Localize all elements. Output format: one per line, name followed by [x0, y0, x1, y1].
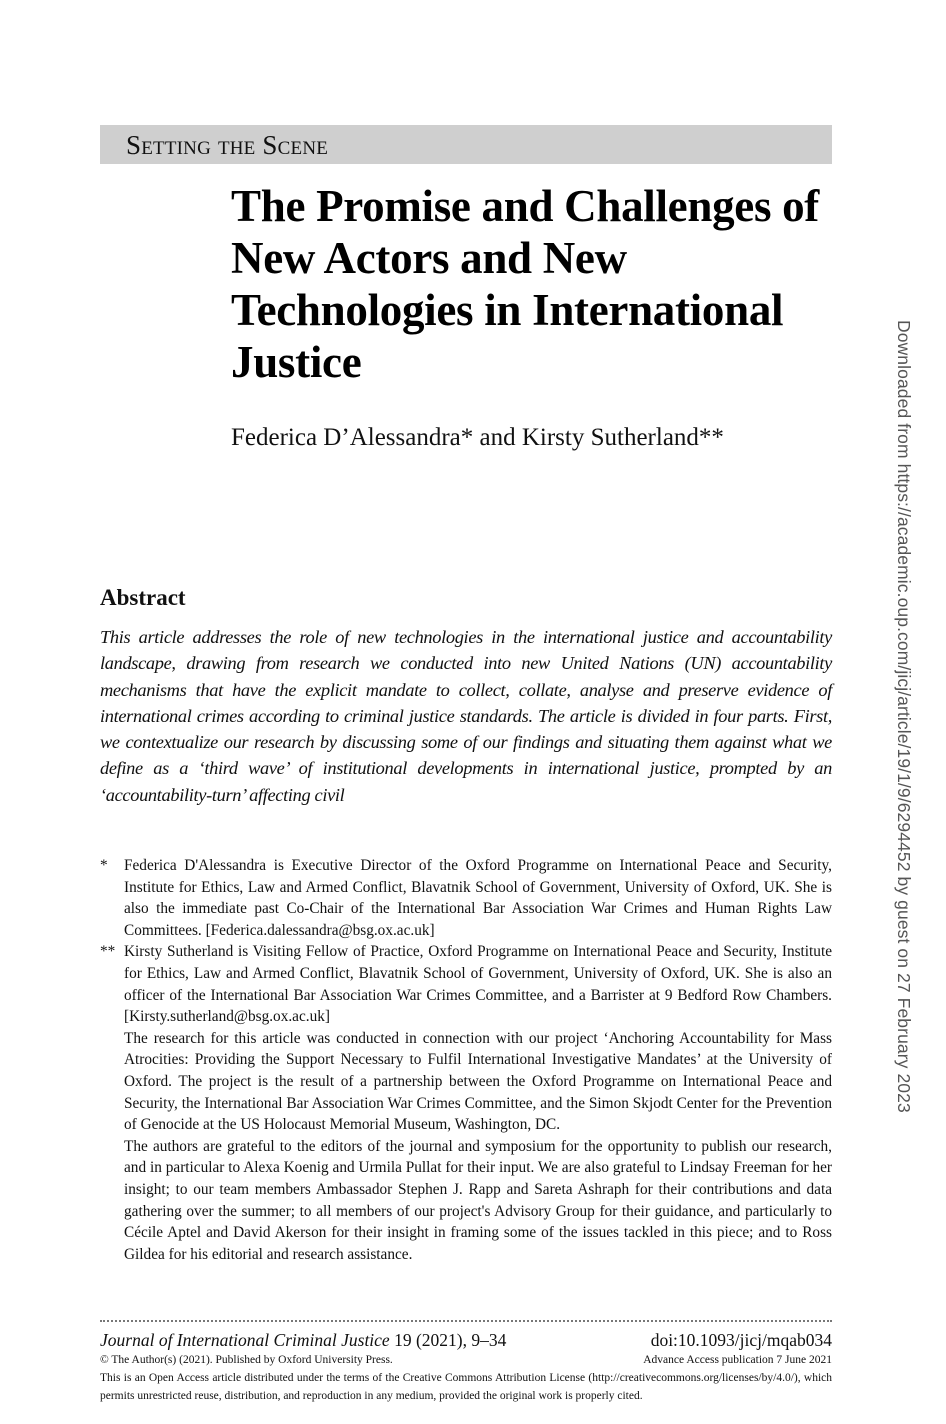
- article-authors: Federica D’Alessandra* and Kirsty Sutherland**: [231, 424, 724, 451]
- section-band: [100, 125, 832, 164]
- journal-citation-line: [100, 1329, 832, 1351]
- journal-volume-pages: 19 (2021), 9–34: [389, 1330, 507, 1350]
- footnote-mark: *: [100, 857, 108, 874]
- footer-divider: [100, 1320, 832, 1322]
- publication-meta: [100, 1353, 832, 1368]
- footnote-author-1: [100, 855, 832, 941]
- section-label: Setting the Scene: [126, 130, 329, 160]
- journal-citation: [100, 1329, 506, 1351]
- acknowledgements-note: The authors are grateful to the editors of the journal and symposium for the opportunity to publish our research, and in particular to Alexa Koenig and Urmila Pullat for their input. We are also grateful to Lindsay Freeman for her insight; to our team members Ambassador Stephen J. Rapp and Sareta Ashraph for their contributions and data gathering over the summer; to all members of our project's Advisory Group for their guidance, and particularly to Cécile Aptel and David Akerson for their insight in framing some of the issues tackled in this piece; and to Ross Gildea for his editorial and research assistance.: [124, 1137, 832, 1263]
- footnote-text: Kirsty Sutherland is Visiting Fellow of Practice, Oxford Programme on International Peace and Security, Institute for Ethics, Law and Armed Conflict, Blavatnik School of Government, University of Oxford, UK. She is also an officer of the International Bar Association War Crimes Committee, and a Barrister at 9 Bedford Row Chambers. [Kirsty.sutherland@bsg.ox.ac.uk]: [124, 943, 832, 1026]
- journal-name: Journal of International Criminal Justice: [100, 1330, 390, 1350]
- article-title: The Promise and Challenges of New Actors and New Technologies in International Justice: [231, 181, 819, 387]
- doi: doi:10.1093/jicj/mqab034: [650, 1330, 832, 1350]
- footnote-text: Federica D'Alessandra is Executive Director of the Oxford Programme on International Peace and Security, Institute for Ethics, Law and Armed Conflict, Blavatnik School of Government, University of Oxford, UK. She is also the immediate past Co-Chair of the International Bar Association War Crimes and Human Rights Law Committees. [Federica.dalessandra@bsg.ox.ac.uk]: [124, 857, 832, 939]
- advance-access: Advance Access publication 7 June 2021: [643, 1354, 832, 1366]
- copyright: © The Author(s) (2021). Published by Oxford University Press.: [100, 1354, 393, 1366]
- download-watermark: Downloaded from https://academic.oup.com/jicj/article/19/1/9/6294452 by guest on 27 February 2023: [894, 320, 914, 1113]
- footnotes: [100, 855, 832, 1265]
- footnote-mark: **: [100, 943, 116, 961]
- license-statement: This is an Open Access article distributed under the terms of the Creative Commons Attribution License (http://creativecommons.org/licenses/by/4.0/), which permits unrestricted reuse, distribution, and reproduction in any medium, provided the original work is properly cited.: [100, 1372, 832, 1402]
- abstract-heading: Abstract: [100, 585, 186, 610]
- footnote-author-2: [100, 941, 832, 1027]
- abstract-text: This article addresses the role of new technologies in the international justice and accountability landscape, drawing from research we conducted into new United Nations (UN) accountability mechanisms that have the explicit mandate to collect, collate, analyse and preserve evidence of international crimes according to criminal justice standards. The article is divided in four parts. First, we contextualize our research by discussing some of our findings and situating them against what we define as a ‘third wave’ of institutional developments in international justice, prompted by an ‘accountability-turn’ affecting civil: [100, 627, 832, 805]
- research-note: The research for this article was conducted in connection with our project ‘Anchoring Accountability for Mass Atrocities: Providing the Support Necessary to Fulfil International Investigative Mandates’ at the University of Oxford. The project is the result of a partnership between the Oxford Programme on International Peace and Security, the International Bar Association War Crimes Committee, and the Simon Skjodt Center for the Prevention of Genocide at the US Holocaust Memorial Museum, Washington, DC.: [124, 1029, 832, 1134]
